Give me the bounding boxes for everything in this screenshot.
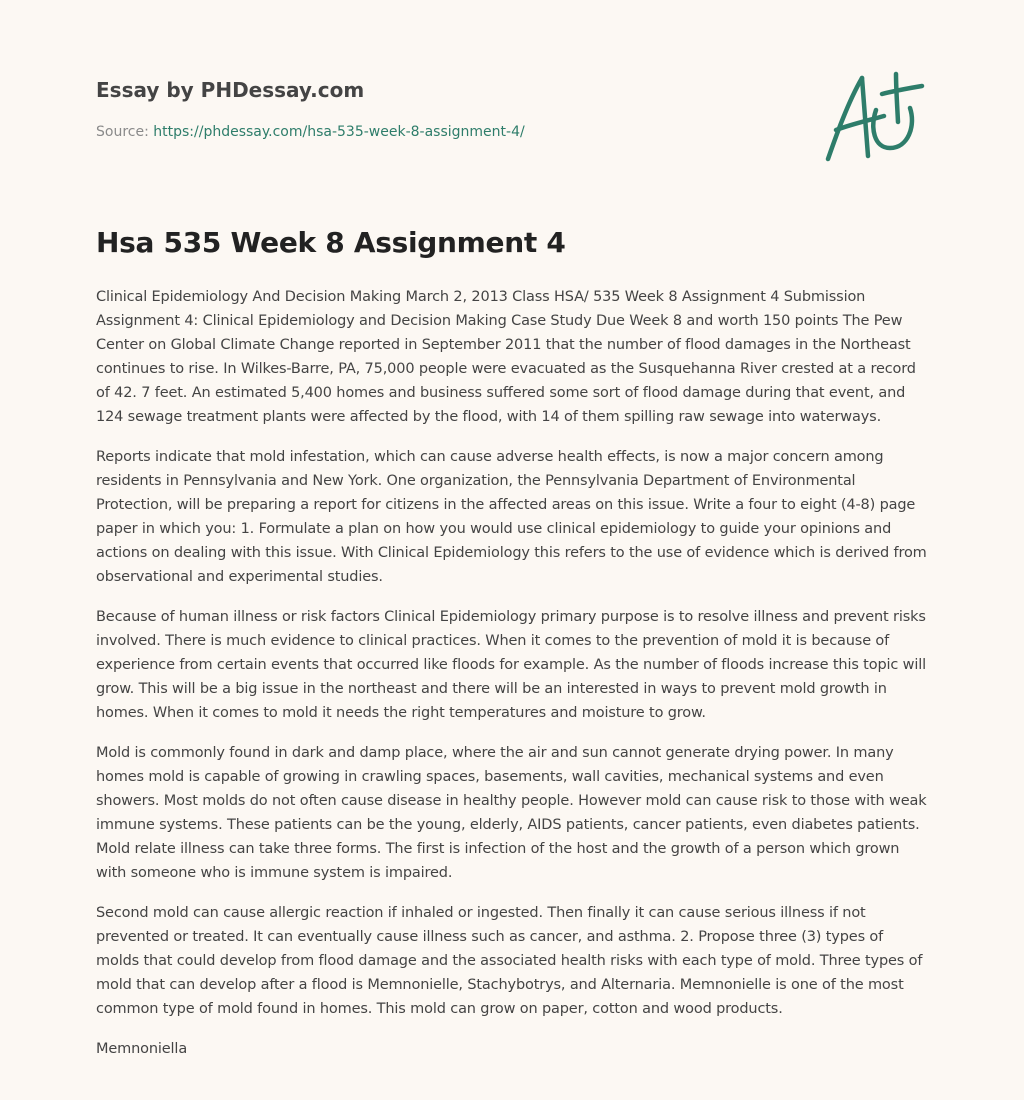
a-plus-logo (818, 64, 930, 168)
paragraph: Second mold can cause allergic reaction if inhaled or ingested. Then finally it can cause serious illness if not prevented or treated. It can eventually cause illness such as cancer, and asthma. 2. Propose three (3) types of molds that could develop from flood damage and the associated health risks with each type of mold. Three types of mold that can develop after a flood is Memnonielle, Stachybotrys, and Alternaria. Memnonielle is one of the most common type of mold found in homes. This mold can grow on paper, cotton and wood products. (96, 905, 923, 1017)
source-label: Source: (96, 124, 149, 140)
source-line (96, 124, 525, 140)
paragraph: Reports indicate that mold infestation, which can cause adverse health effects, is now a major concern among residents in Pennsylvania and New York. One organization, the Pennsylvania Department of Environmental Protection, will be preparing a report for citizens in the affected areas on this issue. Write a four to eight (4-8) page paper in which you: 1. Formulate a plan on how you would use clinical epidemiology to guide your opinions and actions on dealing with this issue. With Clinical Epidemiology this refers to the use of evidence which is derived from observational and experimental studies. (96, 449, 927, 585)
site-title: Essay by PHDessay.com (96, 78, 365, 102)
paragraph: Memnoniella (96, 1041, 188, 1057)
site-header (96, 76, 796, 140)
article-body (96, 285, 930, 1077)
source-link[interactable]: https://phdessay.com/hsa-535-week-8-assignment-4/ (153, 124, 525, 140)
a-plus-logo-svg (818, 64, 930, 168)
page-title: Hsa 535 Week 8 Assignment 4 (96, 226, 566, 259)
paragraph: Because of human illness or risk factors Clinical Epidemiology primary purpose is to resolve illness and prevent risks involved. There is much evidence to clinical practices. When it comes to the prevention of mold it is because of experience from certain events that occurred like floods for example. As the number of floods increase this topic will grow. This will be a big issue in the northeast and there will be an interested in ways to prevent mold growth in homes. When it comes to mold it needs the right temperatures and moisture to grow. (96, 609, 926, 721)
paragraph: Clinical Epidemiology And Decision Making March 2, 2013 Class HSA/ 535 Week 8 Assignment 4 Submission Assignment 4: Clinical Epidemiology and Decision Making Case Study Due Week 8 and worth 150 points The Pew Center on Global Climate Change reported in September 2011 that the number of flood damages in the Northeast continues to rise. In Wilkes-Barre, PA, 75,000 people were evacuated as the Susquehanna River crested at a record of 42. 7 feet. An estimated 5,400 homes and business suffered some sort of flood damage during that event, and 124 sewage treatment plants were affected by the flood, with 14 of them spilling raw sewage into waterways. (96, 289, 916, 425)
paragraph: Mold is commonly found in dark and damp place, where the air and sun cannot generate drying power. In many homes mold is capable of growing in crawling spaces, basements, wall cavities, mechanical systems and even showers. Most molds do not often cause disease in healthy people. However mold can cause risk to those with weak immune systems. These patients can be the young, elderly, AIDS patients, cancer patients, even diabetes patients. Mold relate illness can take three forms. The first is infection of the host and the growth of a person which grown with someone who is immune system is impaired. (96, 745, 927, 881)
